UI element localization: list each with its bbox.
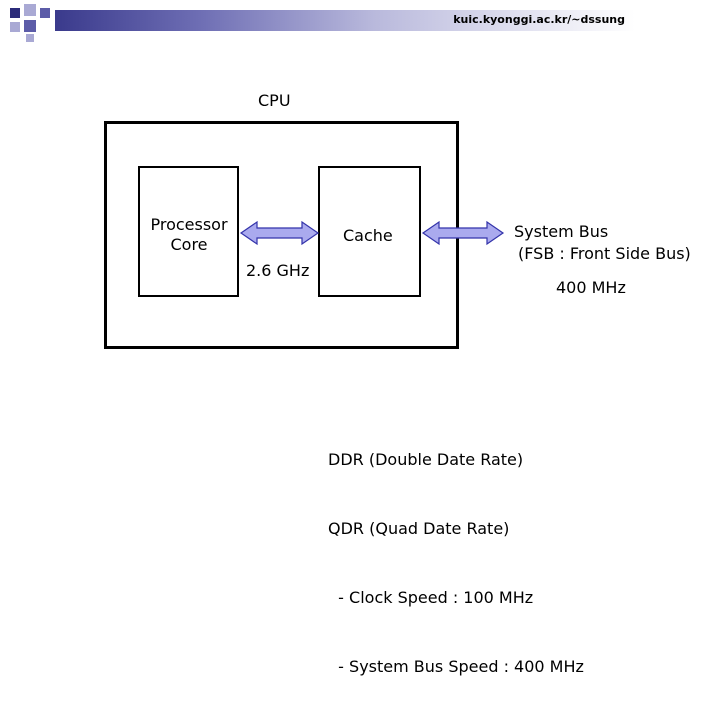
system-bus-label: System Bus <box>514 222 609 241</box>
note-qdr: QDR (Quad Date Rate) <box>328 519 510 538</box>
bus-speed-label: 400 MHz <box>556 278 626 297</box>
note-system-bus-speed: - System Bus Speed : 400 MHz <box>328 657 584 676</box>
cpu-label: CPU <box>258 91 291 110</box>
processor-core-label: Processor Core <box>150 215 228 254</box>
cache-bus-arrow <box>423 222 503 244</box>
core-cache-speed-label: 2.6 GHz <box>246 261 310 280</box>
cache-label: Cache <box>343 226 393 245</box>
core-cache-arrow <box>241 222 318 244</box>
note-clock-speed: - Clock Speed : 100 MHz <box>328 588 534 607</box>
notes-block <box>328 402 584 701</box>
fsb-label: (FSB : Front Side Bus) <box>518 244 691 263</box>
header-url: kuic.kyonggi.ac.kr/~dssung <box>453 13 625 26</box>
note-ddr: DDR (Double Date Rate) <box>328 450 524 469</box>
